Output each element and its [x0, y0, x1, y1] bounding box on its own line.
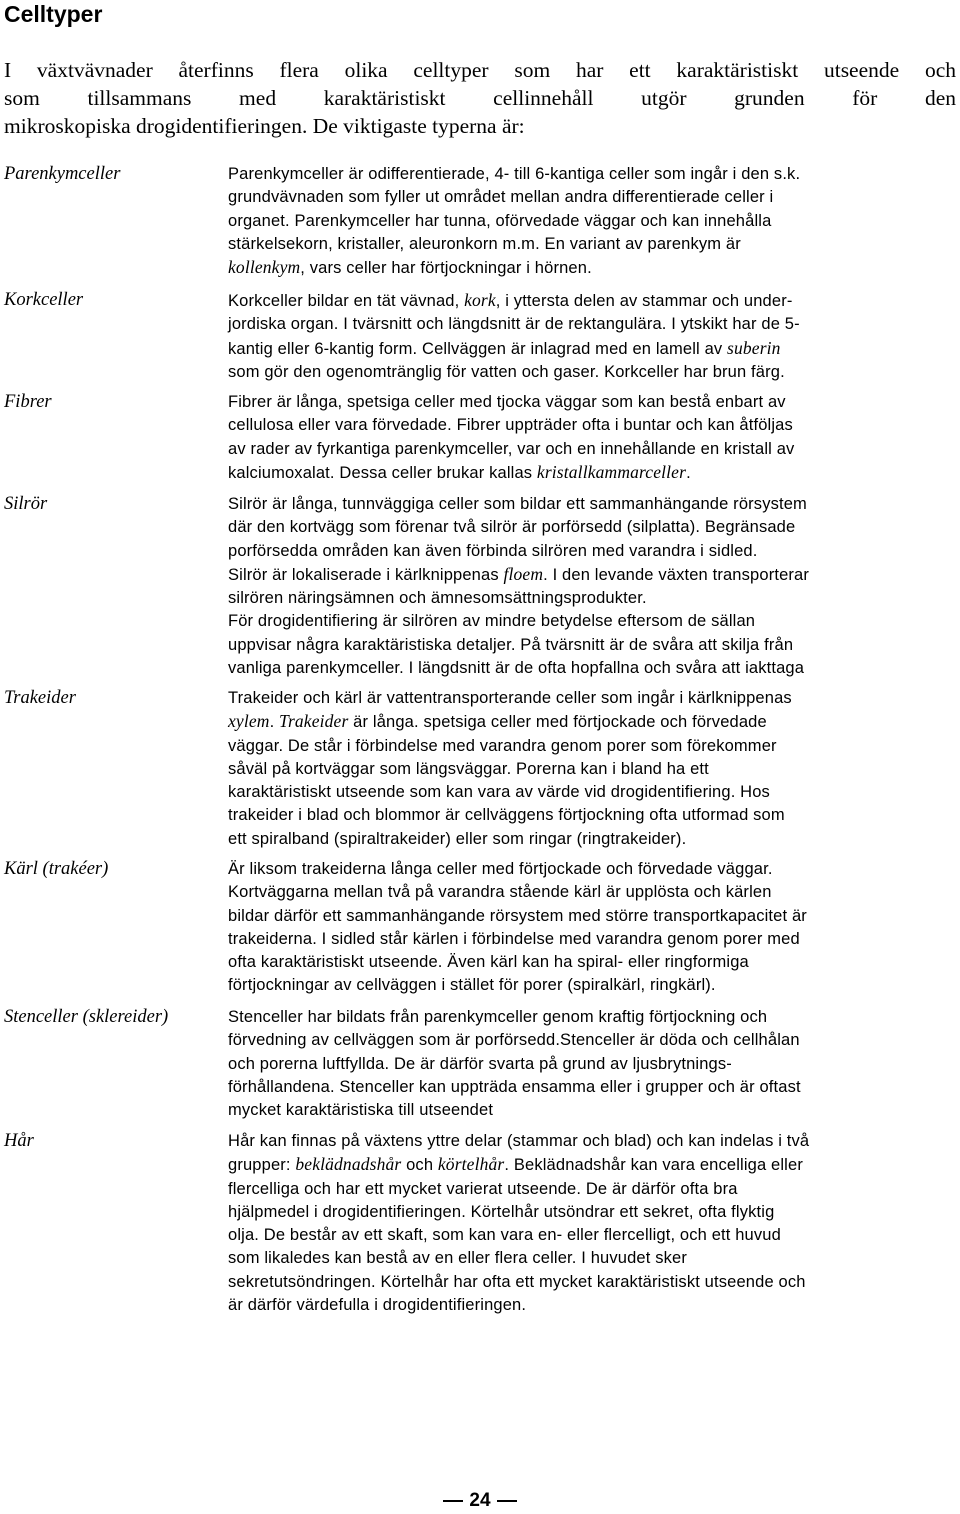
description-line: grundvävnaden som fyller ut området mellan andra differentierade celler i — [228, 188, 774, 207]
description-line: Fibrer är långa, spetsiga celler med tjocka väggar som kan bestå enbart av — [228, 393, 786, 411]
description-line: ett spiralband (spiraltrakeider) eller som ringar (ringtrakeider). — [228, 829, 687, 848]
description-line: Är liksom trakeiderna långa celler med förtjockade och förvedade väggar. — [228, 860, 773, 878]
term-label: Trakeider — [4, 688, 76, 708]
description-line: porförsedda områden kan även förbinda silrören med varandra i sidled. — [228, 541, 758, 560]
term-label: Fibrer — [4, 392, 52, 412]
footer-dash-right — [497, 1500, 517, 1502]
italic-term: Trakeider — [279, 711, 349, 732]
term-label: Kärl (trakéer) — [4, 859, 109, 879]
description-line: Silrör är långa, tunnväggiga celler som bildar ett sammanhängande rörsystem — [228, 495, 807, 513]
intro-line: som tillsammans med karaktäristiskt cellinnehåll utgör grunden för den — [4, 86, 956, 110]
description-line: som gör den ogenomtränglig för vatten och gaser. Korkceller har brun färg. — [228, 362, 785, 381]
description-line: och porerna luftfyllda. De är därför svarta på grund av ljusbrytnings- — [228, 1054, 732, 1073]
description-line: mycket karaktäristiska till utseendet — [228, 1101, 494, 1120]
page-number: 24 — [469, 1490, 491, 1511]
description-line: ofta karaktäristiskt utseende. Även kärl kan ha spiral- eller ringformiga — [228, 953, 749, 972]
description-line: hjälpmedel i drogidentifieringen. Körtelhår utsöndrar ett sekret, ofta flyktig — [228, 1202, 775, 1221]
italic-term: kollenkym — [228, 257, 301, 278]
description-line: För drogidentifiering är silrören av mindre betydelse eftersom de sällan — [228, 612, 756, 631]
term-label: Stenceller (sklereider) — [4, 1007, 169, 1027]
italic-term: floem — [503, 563, 544, 584]
term-description — [228, 391, 956, 485]
italic-term: kristallkammarceller — [536, 461, 687, 482]
description-line: är därför värdefulla i drogidentifieringen. — [228, 1296, 527, 1315]
description-line: kantig eller 6-kantig form. Cellväggen är inlagrad med en lamell av suberin — [228, 337, 781, 358]
description-line: trakeiderna. I sidled står kärlen i förbindelse med varandra genom porer med — [228, 929, 800, 948]
term-description — [228, 163, 956, 280]
description-line: trakeider i blad och blommor är cellväggens förtjockning ofta utformad som — [228, 806, 785, 825]
term-label: Parenkymceller — [4, 164, 121, 184]
term-label: Silrör — [4, 494, 48, 514]
description-line: bildar därför ett sammanhängande rörsystem med större transportkapacitet är — [228, 906, 807, 925]
description-line: cellulosa eller vara förvedade. Fibrer uppträder ofta i buntar och kan åtföljas — [228, 416, 793, 435]
italic-term: körtelhår — [437, 1154, 505, 1175]
intro-line: I växtvävnader återfinns flera olika celltyper som har ett karaktäristiskt utseende och — [4, 58, 956, 82]
page-title: Celltyper — [4, 1, 103, 27]
description-line: xylem. Trakeider är långa. spetsiga celler med förtjockade och förvedade — [228, 711, 767, 732]
description-line: stärkelsekorn, kristaller, aleuronkorn m.m. En variant av parenkym är — [228, 234, 741, 253]
description-line: kalciumoxalat. Dessa celler brukar kallas kristallkammarceller. — [228, 461, 691, 482]
description-line: grupper: beklädnadshår och körtelhår. Beklädnadshår kan vara encelliga eller — [228, 1154, 803, 1175]
description-line: Hår kan finnas på växtens yttre delar (stammar och blad) och kan indelas i två — [228, 1132, 810, 1150]
italic-term: kork — [464, 290, 496, 310]
intro-paragraph — [4, 56, 956, 140]
description-line: vanliga parenkymceller. I längdsnitt är de ofta hopfallna och svåra att iakttaga — [228, 659, 805, 678]
description-line: Kortväggarna mellan två på varandra stående kärl är upplösta och kärlen — [228, 883, 772, 902]
italic-term: beklädnadshår — [295, 1154, 402, 1175]
term-description — [228, 1006, 956, 1122]
description-line: av rader av fyrkantiga parenkymceller, var och en innehållande en kristall av — [228, 439, 795, 458]
italic-term: xylem — [228, 711, 270, 732]
description-line: Stenceller har bildats från parenkymceller genom kraftig förtjockning och — [228, 1008, 768, 1026]
description-line: förvedning av cellväggen som är porförsedd.Stenceller är döda och cellhålan — [228, 1031, 800, 1050]
description-line: kollenkym, vars celler har förtjockningar i hörnen. — [228, 257, 592, 278]
description-line: flercelliga och har ett mycket varierat utseende. De är därför ofta bra — [228, 1179, 738, 1198]
description-line: där den kortvägg som förenar två silrör är porförsedd (silplatta). Begränsade — [228, 518, 796, 537]
description-line: organet. Parenkymceller har tunna, oförvedade väggar och kan innehålla — [228, 211, 772, 230]
description-line: som likaledes kan bestå av en eller flera celler. I huvudet sker — [228, 1249, 687, 1268]
description-line: uppvisar några karaktäristiska detaljer. På tvärsnitt är de svåra att skilja från — [228, 635, 794, 654]
description-line: sekretutsöndringen. Körtelhår har ofta ett mycket karaktäristiskt utseende och — [228, 1272, 806, 1291]
term-description — [228, 858, 956, 998]
description-line: Korkceller bildar en tät vävnad, kork, i yttersta delen av stammar och under- — [228, 290, 793, 310]
intro-line: mikroskopiska drogidentifieringen. De viktigaste typerna är: — [4, 114, 525, 138]
description-line: Silrör är lokaliserade i kärlknippenas floem. I den levande växten transporterar — [228, 563, 810, 584]
italic-term: suberin — [727, 337, 781, 358]
description-line: Parenkymceller är odifferentierade, 4- till 6-kantiga celler som ingår i den s.k. — [228, 165, 801, 183]
description-line: förtjockningar av cellväggen i stället för porer (spiralkärl, ringkärl). — [228, 976, 716, 995]
term-description — [228, 493, 956, 680]
term-label: Korkceller — [4, 290, 84, 310]
description-line: olja. De består av ett skaft, som kan vara en- eller flercelligt, och ett huvud — [228, 1226, 781, 1245]
description-line: silrören näringsämnen och ämnesomsättningsprodukter. — [228, 589, 647, 608]
term-description — [228, 1130, 956, 1317]
description-line: väggar. De står i förbindelse med varandra genom porer som förekommer — [228, 736, 777, 755]
description-line: jordiska organ. I tvärsnitt och längdsnitt är de rektangulära. I ytskikt har de 5- — [228, 315, 800, 334]
description-line: förhållandena. Stenceller kan uppträda ensamma eller i grupper och är oftast — [228, 1077, 801, 1096]
term-label: Hår — [4, 1131, 34, 1151]
footer-dash-left — [443, 1500, 463, 1502]
term-description — [228, 687, 956, 851]
description-line: karaktäristiskt utseende som kan vara av värde vid drogidentifiering. Hos — [228, 783, 770, 802]
description-line: såväl på kortväggar som längsväggar. Porerna kan i bland ha ett — [228, 759, 709, 778]
page-footer — [0, 1488, 960, 1514]
description-line: Trakeider och kärl är vattentransporterande celler som ingår i kärlknippenas — [228, 689, 792, 707]
term-description — [228, 289, 956, 384]
